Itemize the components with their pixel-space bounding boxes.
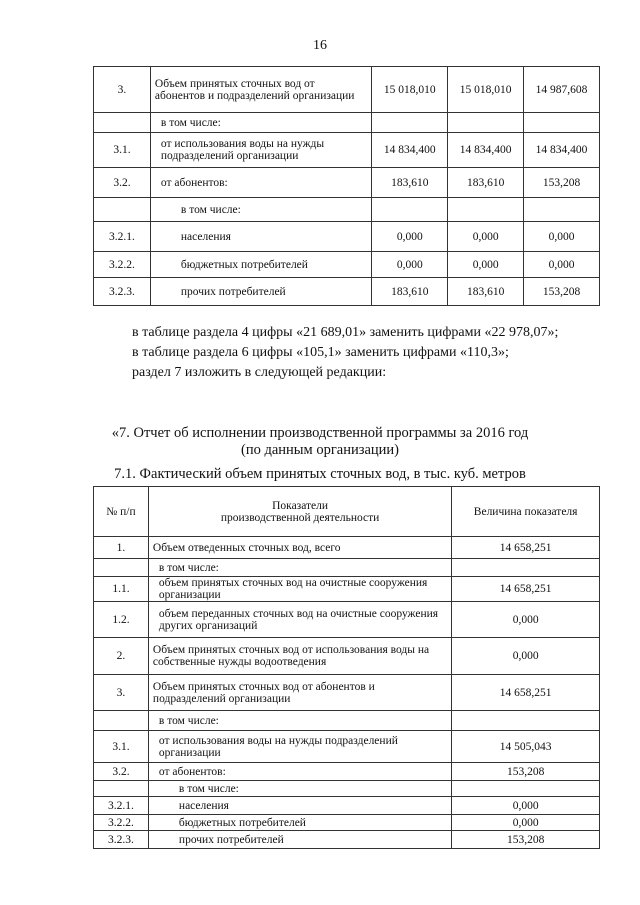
row-value-3: 0,000	[524, 222, 600, 252]
row-label: в том числе:	[148, 559, 451, 577]
row-value-2: 15 018,010	[448, 67, 524, 113]
row-value-3: 153,208	[524, 278, 600, 306]
row-value-2	[448, 198, 524, 222]
row-label: Объем отведенных сточных вод, всего	[148, 537, 451, 559]
row-value-3: 0,000	[524, 252, 600, 278]
table-row	[94, 559, 600, 577]
row-label: прочих потребителей	[148, 831, 451, 849]
table-row	[94, 831, 600, 849]
row-label: бюджетных потребителей	[150, 252, 371, 278]
row-value-1: 14 834,400	[372, 133, 448, 168]
row-value-1: 183,610	[372, 278, 448, 306]
row-number: 3.2.1.	[94, 797, 149, 815]
row-value: 14 658,251	[452, 675, 600, 711]
page-number: 16	[313, 38, 327, 53]
row-value	[452, 781, 600, 797]
section-title-line1: «7. Отчет об исполнении производственной программы за 2016 год	[111, 425, 529, 441]
row-number	[94, 711, 149, 731]
table-row	[94, 602, 600, 638]
row-number: 3.2.1.	[94, 222, 151, 252]
row-number: 1.1.	[94, 577, 149, 602]
row-number: 3.2.2.	[94, 252, 151, 278]
row-value: 0,000	[452, 602, 600, 638]
row-label: объем принятых сточных вод на очистные сооружения организации	[148, 577, 451, 602]
table-row	[94, 198, 600, 222]
row-number: 3.1.	[94, 133, 151, 168]
row-value-1: 15 018,010	[372, 67, 448, 113]
row-value: 153,208	[452, 831, 600, 849]
row-value-3: 14 834,400	[524, 133, 600, 168]
row-value	[452, 711, 600, 731]
row-value: 0,000	[452, 797, 600, 815]
table-row	[94, 113, 600, 133]
table-row	[94, 133, 600, 168]
row-value-2: 14 834,400	[448, 133, 524, 168]
paragraph-2: в таблице раздела 6 цифры «105,1» заменить цифрами «110,3»;	[132, 345, 509, 360]
row-number: 1.2.	[94, 602, 149, 638]
row-value-2: 183,610	[448, 168, 524, 198]
row-value-2	[448, 113, 524, 133]
row-value-3: 153,208	[524, 168, 600, 198]
table-row	[94, 577, 600, 602]
row-number	[94, 781, 149, 797]
table-row	[94, 763, 600, 781]
row-label: бюджетных потребителей	[148, 815, 451, 831]
table-row	[94, 222, 600, 252]
row-label: прочих потребителей	[150, 278, 371, 306]
row-number: 2.	[94, 638, 149, 675]
row-label: населения	[148, 797, 451, 815]
row-label: объем переданных сточных вод на очистные сооружения других организаций	[148, 602, 451, 638]
paragraph-1: в таблице раздела 4 цифры «21 689,01» заменить цифрами «22 978,07»;	[132, 325, 559, 340]
header-number: № п/п	[94, 487, 149, 537]
table-2	[93, 486, 600, 849]
table-row	[94, 675, 600, 711]
row-label: населения	[150, 222, 371, 252]
table-row	[94, 537, 600, 559]
row-value: 14 505,043	[452, 731, 600, 763]
header-indicators	[148, 487, 451, 537]
row-value-3	[524, 198, 600, 222]
row-number: 3.2.3.	[94, 278, 151, 306]
table-row	[94, 815, 600, 831]
row-label: Объем принятых сточных вод от абонентов и подразделений организации	[148, 675, 451, 711]
row-value-1: 0,000	[372, 222, 448, 252]
row-label: от абонентов:	[148, 763, 451, 781]
table-row	[94, 797, 600, 815]
table-row	[94, 711, 600, 731]
row-label: Объем принятых сточных вод от использования воды на собственные нужды водоотведения	[148, 638, 451, 675]
row-number: 3.	[94, 67, 151, 113]
row-value-3	[524, 113, 600, 133]
row-label: в том числе:	[150, 113, 371, 133]
header-indicators-line2: производственной деятельности	[220, 511, 380, 524]
table-row	[94, 278, 600, 306]
header-indicators-line1: Показатели	[272, 499, 329, 512]
subsection-title: 7.1. Фактический объем принятых сточных вод, в тыс. куб. метров	[114, 466, 526, 482]
row-value-3: 14 987,608	[524, 67, 600, 113]
row-value: 0,000	[452, 638, 600, 675]
row-value-2: 0,000	[448, 252, 524, 278]
row-value: 153,208	[452, 763, 600, 781]
table-row	[94, 731, 600, 763]
row-number: 3.2.	[94, 168, 151, 198]
row-label: Объем принятых сточных вод от абонентов и подразделений организации	[150, 67, 371, 113]
table-row	[94, 252, 600, 278]
row-label: от использования воды на нужды подразделений организации	[148, 731, 451, 763]
row-number: 3.2.3.	[94, 831, 149, 849]
table-1	[93, 66, 600, 306]
row-number: 3.2.	[94, 763, 149, 781]
row-label: от абонентов:	[150, 168, 371, 198]
row-number	[94, 198, 151, 222]
row-number: 3.	[94, 675, 149, 711]
row-value-2: 0,000	[448, 222, 524, 252]
table-row	[94, 67, 600, 113]
paragraph-3: раздел 7 изложить в следующей редакции:	[132, 365, 387, 380]
row-value-2: 183,610	[448, 278, 524, 306]
row-number: 3.2.2.	[94, 815, 149, 831]
row-value-1: 183,610	[372, 168, 448, 198]
row-value-1	[372, 113, 448, 133]
row-number: 3.1.	[94, 731, 149, 763]
table-row	[94, 781, 600, 797]
row-value-1: 0,000	[372, 252, 448, 278]
header-value: Величина показателя	[452, 487, 600, 537]
row-value	[452, 559, 600, 577]
row-value: 0,000	[452, 815, 600, 831]
section-title-line2: (по данным организации)	[240, 442, 399, 458]
row-label: в том числе:	[148, 781, 451, 797]
row-value: 14 658,251	[452, 537, 600, 559]
row-number	[94, 559, 149, 577]
row-value-1	[372, 198, 448, 222]
table-row	[94, 638, 600, 675]
table-row	[94, 168, 600, 198]
row-value: 14 658,251	[452, 577, 600, 602]
row-number	[94, 113, 151, 133]
row-number: 1.	[94, 537, 149, 559]
row-label: в том числе:	[148, 711, 451, 731]
row-label: от использования воды на нужды подразделений организации	[150, 133, 371, 168]
row-label: в том числе:	[150, 198, 371, 222]
